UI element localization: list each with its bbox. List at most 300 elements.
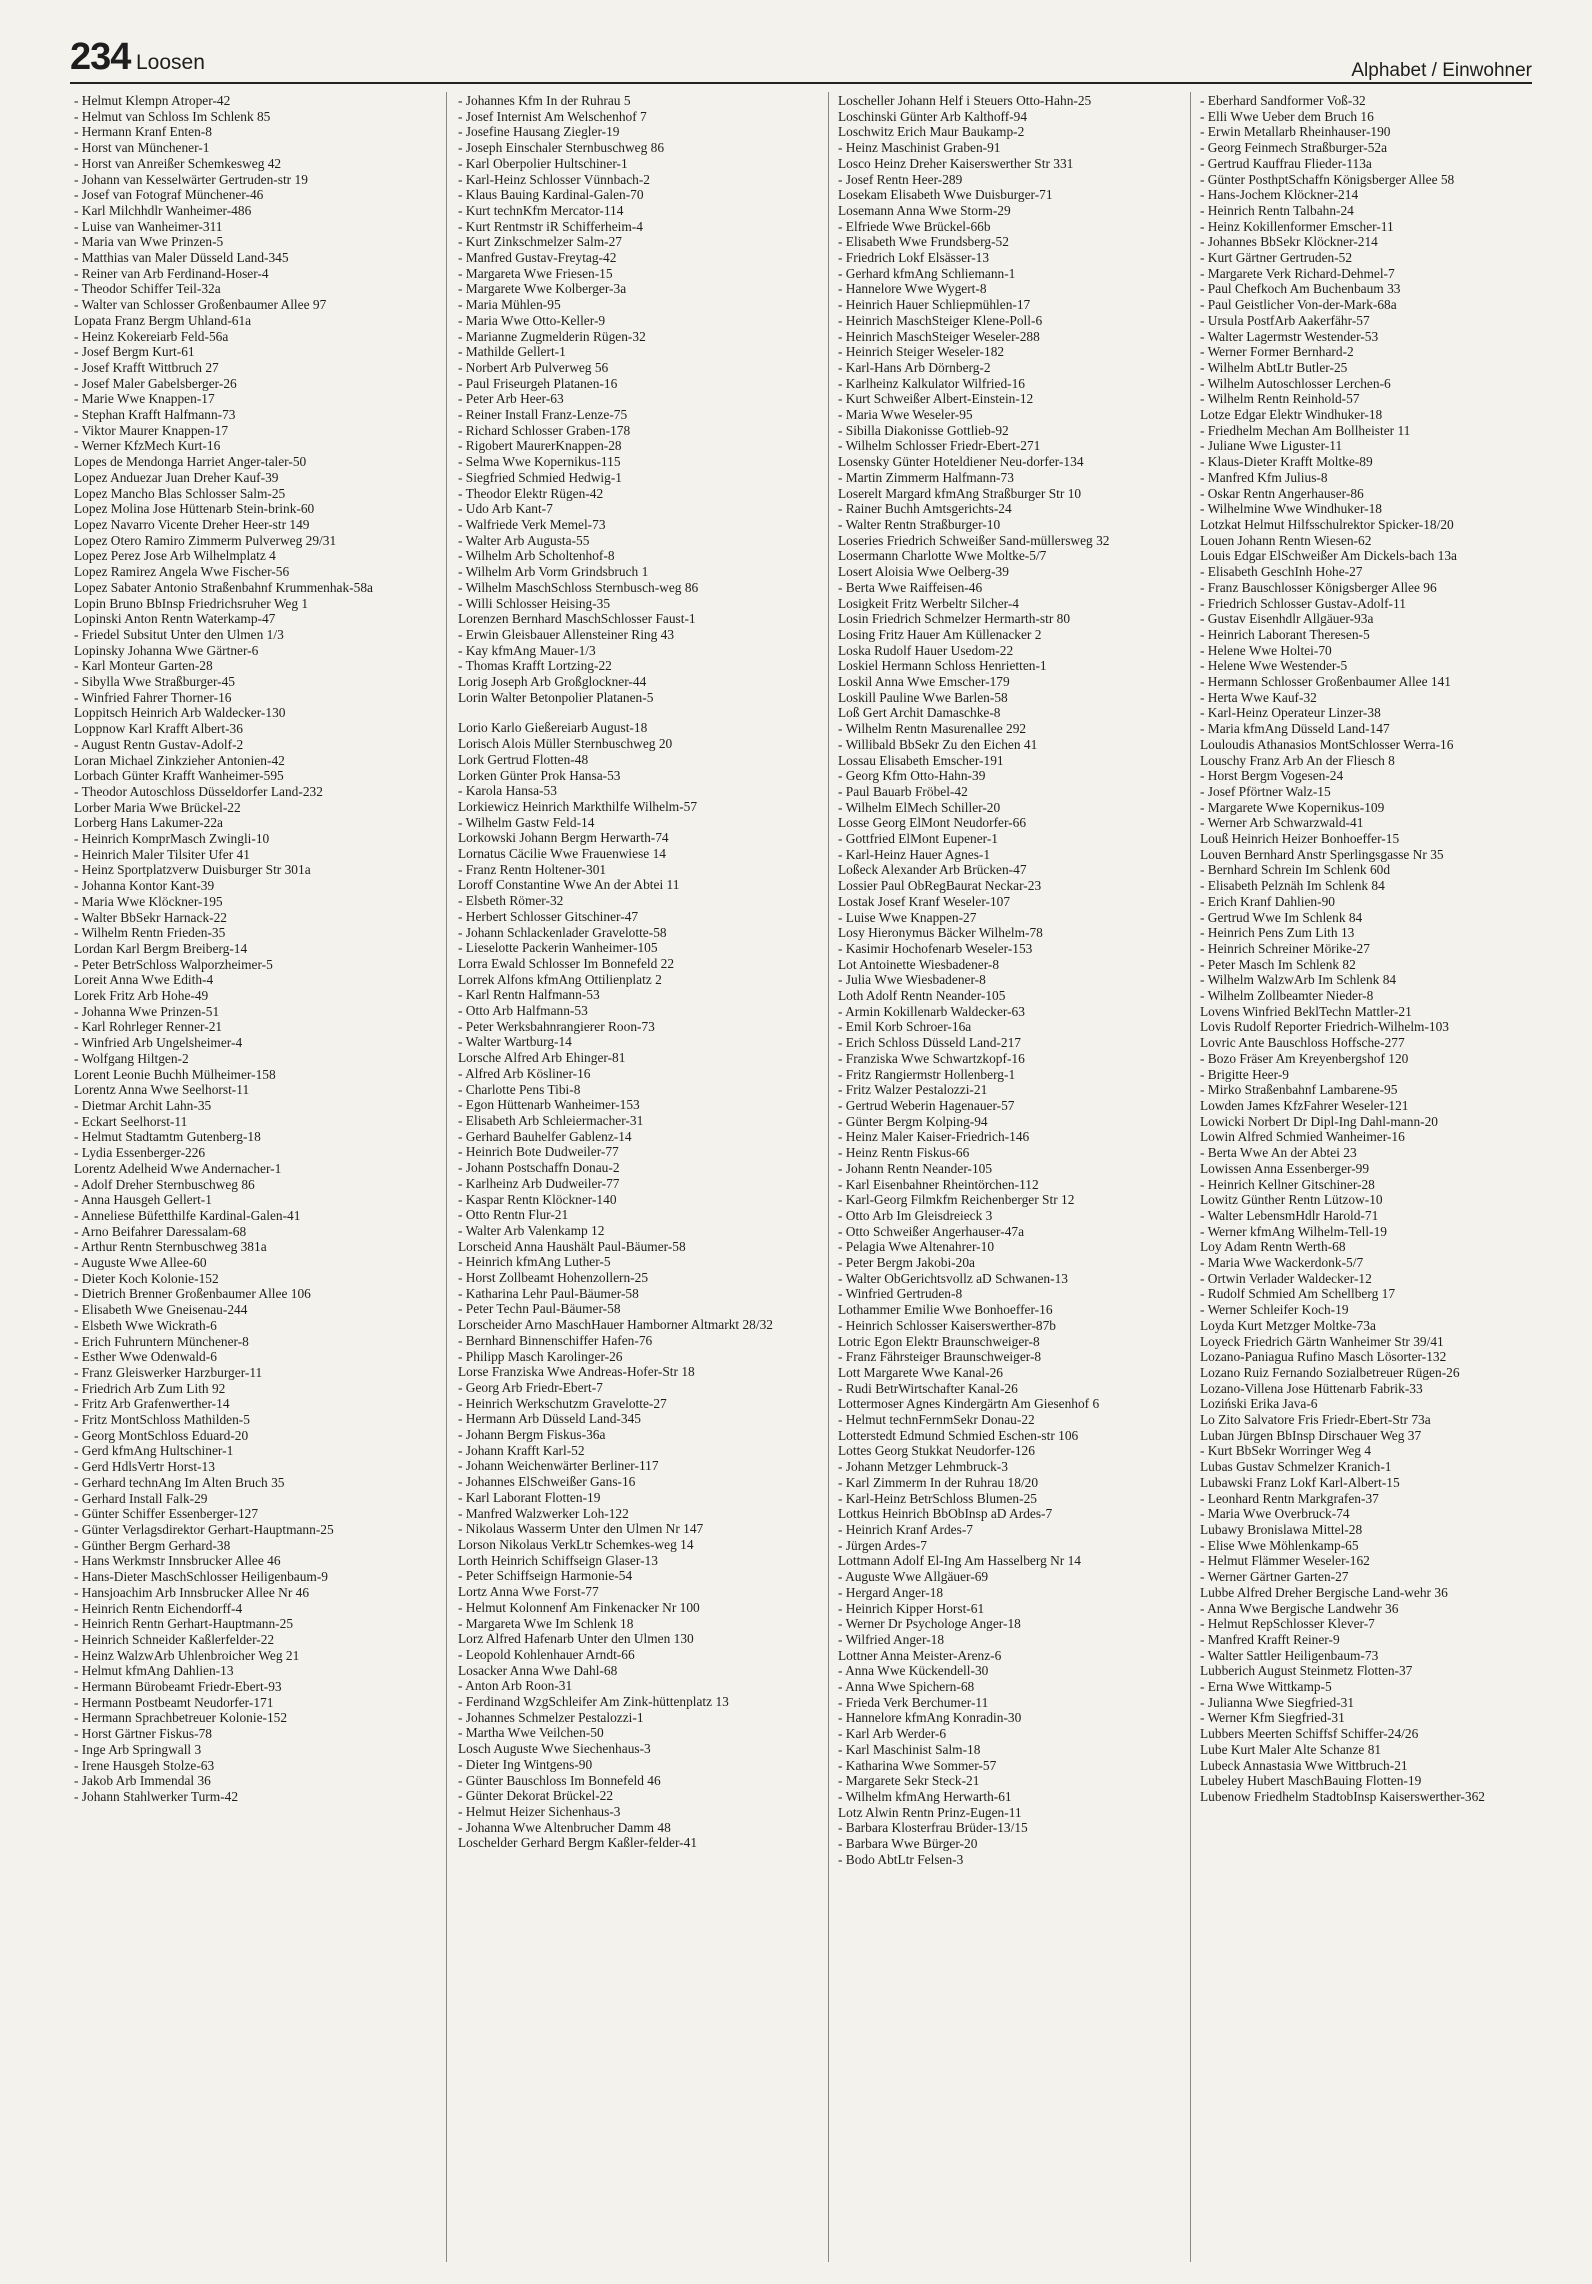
directory-entry: - Friedel Subsitut Unter den Ulmen 1/3: [74, 626, 284, 642]
directory-entry: Lorken Günter Prok Hansa-53: [458, 767, 621, 783]
directory-entry: - Erich Schloss Düsseld Land-217: [838, 1035, 1021, 1051]
directory-entry: - Marianne Zugmelderin Rügen-32: [458, 328, 646, 344]
directory-entry: Loskiel Hermann Schloss Henrietten-1: [838, 658, 1047, 674]
directory-entry: - Wilhelm Arb Vorm Grindsbruch 1: [458, 564, 649, 580]
directory-entry: - Arthur Rentn Sternbuschweg 381a: [74, 1239, 267, 1255]
directory-entry: - Karl Laborant Flotten-19: [458, 1489, 601, 1505]
directory-entry: - Maria Wwe Weseler-95: [838, 407, 973, 423]
directory-entry: Losing Fritz Hauer Am Küllenacker 2: [838, 626, 1042, 642]
directory-entry: - Peter BetrSchloss Walporzheimer-5: [74, 956, 273, 972]
directory-entry: - Gertrud Wwe Im Schlenk 84: [1200, 909, 1363, 925]
directory-entry: Loran Michael Zinkzieher Antonien-42: [74, 752, 285, 768]
directory-entry: - Theodor Elektr Rügen-42: [458, 485, 604, 501]
directory-entry: - Georg MontSchloss Eduard-20: [74, 1427, 249, 1443]
directory-entry: - Margareta Wwe Im Schlenk 18: [458, 1615, 634, 1631]
directory-entry: - Georg Kfm Otto-Hahn-39: [838, 768, 986, 784]
directory-entry: Lottner Anna Meister-Arenz-6: [838, 1647, 1002, 1663]
directory-entry: - Franziska Wwe Schwartzkopf-16: [838, 1050, 1025, 1066]
directory-entry: - Friedrich Lokf Elsässer-13: [838, 250, 990, 266]
directory-entry: - Hermann Kranf Enten-8: [74, 124, 212, 140]
directory-entry: - Marie Wwe Knappen-17: [74, 391, 215, 407]
directory-entry: Lorentz Adelheid Wwe Andernacher-1: [74, 1160, 282, 1176]
directory-entry: - Margarete Wwe Kolberger-3a: [458, 281, 627, 297]
directory-entry: Losensky Günter Hoteldiener Neu-dorfer-134: [838, 454, 1084, 470]
directory-entry: - Winfried Arb Ungelsheimer-4: [74, 1035, 243, 1051]
directory-entry: - Maria van Wwe Prinzen-5: [74, 234, 224, 250]
directory-entry: - Dieter Ing Wintgens-90: [458, 1756, 593, 1772]
directory-entry: - Dieter Koch Kolonie-152: [74, 1270, 219, 1286]
directory-entry: - Heinz WalzwArb Uhlenbroicher Weg 21: [74, 1647, 300, 1663]
directory-entry: - Lieselotte Packerin Wanheimer-105: [458, 940, 658, 956]
directory-entry: - Auguste Wwe Allgäuer-69: [838, 1569, 989, 1585]
directory-entry: Loschelder Gerhard Bergm Kaßler-felder-41: [458, 1835, 698, 1851]
directory-entry: - Wilhelm ElMech Schiller-20: [838, 799, 1001, 815]
page-number: 234: [70, 36, 131, 78]
directory-entry: - Hansjoachim Arb Innsbrucker Allee Nr 46: [74, 1584, 310, 1600]
directory-entry: Lubbe Alfred Dreher Bergische Land-wehr 36: [1200, 1584, 1448, 1600]
directory-entry: - Bernhard Schrein Im Schlenk 60d: [1200, 862, 1391, 878]
directory-entry: Lopinski Anton Rentn Waterkamp-47: [74, 611, 276, 627]
directory-entry: - Herta Wwe Kauf-32: [1200, 689, 1317, 705]
directory-entry: Lorkiewicz Heinrich Markthilfe Wilhelm-57: [458, 798, 698, 814]
directory-entry: - Erich Fuhruntern Münchener-8: [74, 1333, 249, 1349]
directory-entry: - Matthias van Maler Düsseld Land-345: [74, 250, 289, 266]
directory-entry: Lorig Joseph Arb Großglockner-44: [458, 674, 647, 690]
directory-entry: Losermann Charlotte Wwe Moltke-5/7: [838, 548, 1047, 564]
directory-entry: - Leonhard Rentn Markgrafen-37: [1200, 1490, 1379, 1506]
directory-entry: - Hermann Schlosser Großenbaumer Allee 141: [1200, 674, 1452, 690]
directory-entry: Losse Georg ElMont Neudorfer-66: [838, 815, 1027, 831]
directory-entry: Lorek Fritz Arb Hohe-49: [74, 988, 209, 1004]
directory-entry: - Maria kfmAng Düsseld Land-147: [1200, 721, 1390, 737]
directory-entry: - Fritz Arb Grafenwerther-14: [74, 1396, 230, 1412]
directory-entry: - Kurt Zinkschmelzer Salm-27: [458, 234, 622, 250]
directory-entry: - Johannes BbSekr Klöckner-214: [1200, 234, 1378, 250]
directory-entry: - Mirko Straßenbahnf Lambarene-95: [1200, 1082, 1398, 1098]
directory-entry: - Otto Rentn Flur-21: [458, 1207, 569, 1223]
directory-entry: - Karl-Heinz BetrSchloss Blumen-25: [838, 1490, 1037, 1506]
directory-entry: Louloudis Athanasios MontSchlosser Werra-16: [1200, 736, 1454, 752]
directory-entry: - Günter Bauschloss Im Bonnefeld 46: [458, 1772, 661, 1788]
directory-entry: - Manfred Gustav-Freytag-42: [458, 250, 617, 266]
directory-entry: - Manfred Kfm Julius-8: [1200, 469, 1328, 485]
directory-entry: - Anna Hausgeh Gellert-1: [74, 1192, 212, 1208]
directory-entry: Lottkus Heinrich BbObInsp aD Ardes-7: [838, 1506, 1053, 1522]
directory-entry: - Wilhelm Arb Scholtenhof-8: [458, 548, 615, 564]
directory-entry: - Heinrich Rentn Eichendorff-4: [74, 1600, 243, 1616]
directory-entry: Lorsche Alfred Arb Ehinger-81: [458, 1050, 626, 1066]
directory-entry: - Werner KfzMech Kurt-16: [74, 438, 221, 454]
page-header: [70, 34, 1532, 84]
directory-entry: Loroff Constantine Wwe An der Abtei 11: [458, 877, 680, 893]
directory-entry: - Josefine Hausang Ziegler-19: [458, 124, 620, 140]
directory-entry: Loschwitz Erich Maur Baukamp-2: [838, 124, 1025, 140]
directory-entry: Lovens Winfried BeklTechn Mattler-21: [1200, 1003, 1412, 1019]
directory-entry: Lubeley Hubert MaschBauing Flotten-19: [1200, 1773, 1422, 1789]
directory-entry: - Armin Kokillenarb Waldecker-63: [838, 1003, 1025, 1019]
directory-entry: - Herbert Schlosser Gitschiner-47: [458, 908, 639, 924]
directory-entry: - Hermann Bürobeamt Friedr-Ebert-93: [74, 1679, 282, 1695]
directory-entry: - Margarete Sekr Steck-21: [838, 1773, 980, 1789]
directory-entry: - Johannes Kfm In der Ruhrau 5: [458, 93, 631, 108]
directory-entry: - Heinz Sportplatzverw Duisburger Str 301a: [74, 862, 311, 878]
directory-entry: - Wilhelm kfmAng Herwarth-61: [838, 1788, 1012, 1804]
directory-entry: - Georg Arb Friedr-Ebert-7: [458, 1379, 603, 1395]
directory-entry: Lorse Franziska Wwe Andreas-Hofer-Str 18: [458, 1364, 695, 1380]
directory-entry: Lorra Ewald Schlosser Im Bonnefeld 22: [458, 955, 675, 971]
directory-entry: - Werner Kfm Siegfried-31: [1200, 1710, 1345, 1726]
directory-entry: - Kurt Rentmstr iR Schifferheim-4: [458, 218, 643, 234]
directory-entry: - Werner Schleifer Koch-19: [1200, 1302, 1349, 1318]
directory-entry: - Martha Wwe Veilchen-50: [458, 1725, 604, 1741]
directory-entry: - Kaspar Rentn Klöckner-140: [458, 1191, 617, 1207]
directory-entry: - Helmut RepSchlosser Klever-7: [1200, 1616, 1375, 1632]
directory-entry: - Heinrich Kellner Gitschiner-28: [1200, 1176, 1375, 1192]
directory-entry: - Helmut technFernmSekr Donau-22: [838, 1412, 1035, 1428]
directory-entry: - Barbara Klosterfrau Brüder-13/15: [838, 1820, 1028, 1836]
directory-entry: - Rainer Buchh Amtsgerichts-24: [838, 501, 1012, 517]
directory-entry: - Wilhelm Zollbeamter Nieder-8: [1200, 988, 1374, 1004]
directory-entry: Loseries Friedrich Schweißer Sand-müllersweg 32: [838, 532, 1110, 548]
directory-entry: - Karl Zimmerm In der Ruhrau 18/20: [838, 1474, 1039, 1490]
directory-entry: - Kurt Schweißer Albert-Einstein-12: [838, 391, 1034, 407]
directory-entry: Lube Kurt Maler Alte Schanze 81: [1200, 1741, 1382, 1757]
directory-entry: Lubawy Bronislawa Mittel-28: [1200, 1521, 1363, 1537]
directory-entry: Lorbach Günter Krafft Wanheimer-595: [74, 768, 284, 784]
directory-entry: Lordan Karl Bergm Breiberg-14: [74, 940, 248, 956]
directory-entry: Losin Friedrich Schmelzer Hermarth-str 80: [838, 611, 1071, 627]
directory-entry: - Sibylla Wwe Straßburger-45: [74, 674, 236, 690]
directory-entry: - Josef Internist Am Welschenhof 7: [458, 108, 647, 124]
directory-entry: - Erich Kranf Dahlien-90: [1200, 893, 1335, 909]
directory-entry: Loreit Anna Wwe Edith-4: [74, 972, 214, 988]
directory-entry: - Hannelore kfmAng Konradin-30: [838, 1710, 1022, 1726]
directory-entry: - Hermann Postbeamt Neudorfer-171: [74, 1694, 274, 1710]
directory-entry: - Theodor Autoschloss Düsseldorfer Land-232: [74, 783, 323, 799]
directory-entry: Lotze Edgar Elektr Windhuker-18: [1200, 407, 1383, 423]
directory-entry: - Elsbeth Römer-32: [458, 893, 564, 909]
directory-entry: - Paul Friseurgeh Platanen-16: [458, 375, 618, 391]
directory-entry: Lubawski Franz Lokf Karl-Albert-15: [1200, 1474, 1400, 1490]
directory-entry: - Karl-Heinz Schlosser Vünnbach-2: [458, 171, 650, 187]
directory-entry: Lostak Josef Kranf Weseler-107: [838, 893, 1011, 909]
directory-entry: - Leopold Kohlenhauer Arndt-66: [458, 1646, 635, 1662]
directory-entry: Lopes de Mendonga Harriet Anger-taler-50: [74, 454, 307, 470]
directory-entry: - Kay kfmAng Mauer-1/3: [458, 642, 596, 658]
directory-entry: - Josef Maler Gabelsberger-26: [74, 375, 237, 391]
directory-entry: Lozano-Villena Jose Hüttenarb Fabrik-33: [1200, 1380, 1423, 1396]
directory-entry: - Karl Maschinist Salm-18: [838, 1741, 981, 1757]
entry-gap: [458, 705, 820, 720]
directory-entry: - Heinrich MaschSteiger Klene-Poll-6: [838, 312, 1043, 328]
directory-entry: - Barbara Wwe Bürger-20: [838, 1836, 978, 1852]
directory-entry: Lovis Rudolf Reporter Friedrich-Wilhelm-103: [1200, 1019, 1449, 1035]
directory-entry: Lowicki Norbert Dr Dipl-Ing Dahl-mann-20: [1200, 1113, 1438, 1129]
directory-entry: - Johanna Wwe Altenbrucher Damm 48: [458, 1819, 671, 1835]
directory-entry: Lork Gertrud Flotten-48: [458, 751, 589, 767]
directory-entry: Losigkeit Fritz Werbeltr Silcher-4: [838, 595, 1019, 611]
directory-entry: - Auguste Wwe Allee-60: [74, 1255, 207, 1271]
directory-entry: - Joseph Einschaler Sternbuschweg 86: [458, 140, 665, 156]
directory-entry: Lovric Ante Bauschloss Hoffsche-277: [1200, 1035, 1405, 1051]
directory-entry: - Horst van Anreißer Schemkesweg 42: [74, 155, 282, 171]
directory-entry: - Karlheinz Kalkulator Wilfried-16: [838, 375, 1025, 391]
directory-entry: - Karl-Hans Arb Dörnberg-2: [838, 359, 991, 375]
directory-entry: - Walter Wartburg-14: [458, 1034, 572, 1050]
directory-entry: - Emil Korb Schroer-16a: [838, 1019, 972, 1035]
directory-entry: - Oskar Rentn Angerhauser-86: [1200, 485, 1364, 501]
directory-entry: - Walter LebensmHdlr Harold-71: [1200, 1207, 1379, 1223]
directory-entry: - Johann Bergm Fiskus-36a: [458, 1427, 606, 1443]
directory-entry: Lottes Georg Stukkat Neudorfer-126: [838, 1443, 1035, 1459]
directory-entry: - Willibald BbSekr Zu den Eichen 41: [838, 736, 1038, 752]
directory-entry: - Helmut Kolonnenf Am Finkenacker Nr 100: [458, 1599, 700, 1615]
directory-entry: - Helene Wwe Holtei-70: [1200, 642, 1332, 658]
directory-entry: - Viktor Maurer Knappen-17: [74, 422, 229, 438]
directory-entry: - Heinrich Kipper Horst-61: [838, 1600, 985, 1616]
directory-entry: - Winfried Gertruden-8: [838, 1286, 963, 1302]
directory-entry: - Gertrud Kauffrau Flieder-113a: [1200, 155, 1372, 171]
directory-entry: - Heinrich MaschSteiger Weseler-288: [838, 328, 1040, 344]
directory-entry: - Heinrich kfmAng Luther-5: [458, 1254, 611, 1270]
directory-entry: - Ferdinand WzgSchleifer Am Zink-hüttenplatz 13: [458, 1694, 729, 1710]
directory-entry: - Wilhelm AbtLtr Butler-25: [1200, 359, 1348, 375]
directory-entry: - Franz Bauschlosser Königsberger Allee 96: [1200, 579, 1437, 595]
directory-entry: - Katharina Lehr Paul-Bäumer-58: [458, 1285, 639, 1301]
directory-entry: - Johannes Schmelzer Pestalozzi-1: [458, 1709, 644, 1725]
directory-entry: Lubenow Friedhelm StadtobInsp Kaiserswerther-362: [1200, 1788, 1485, 1804]
directory-entry: - Fritz MontSchloss Mathilden-5: [74, 1412, 250, 1428]
directory-entry: Lopez Navarro Vicente Dreher Heer-str 149: [74, 516, 310, 532]
directory-entry: - Günther Bergm Gerhard-38: [74, 1537, 231, 1553]
directory-entry: - Fritz Walzer Pestalozzi-21: [838, 1082, 988, 1098]
directory-entry: - Anna Wwe Bergische Landwehr 36: [1200, 1600, 1399, 1616]
directory-entry: - Jakob Arb Immendal 36: [74, 1773, 211, 1789]
directory-entry: - Bozo Fräser Am Kreyenbergshof 120: [1200, 1050, 1409, 1066]
directory-entry: Lorin Walter Betonpolier Platanen-5: [458, 689, 654, 705]
directory-entry: - Berta Wwe Raiffeisen-46: [838, 579, 983, 595]
directory-entry: Loziński Erika Java-6: [1200, 1396, 1318, 1412]
directory-entry: Lopez Perez Jose Arb Wilhelmplatz 4: [74, 548, 276, 564]
directory-entry: - Johannes ElSchweißer Gans-16: [458, 1474, 636, 1490]
directory-entry: - Johann van Kesselwärter Gertruden-str 19: [74, 171, 308, 187]
directory-entry: - Helmut Flämmer Weseler-162: [1200, 1553, 1370, 1569]
directory-entry: - Karl Milchhdlr Wanheimer-486: [74, 202, 252, 218]
directory-entry: Loserelt Margard kfmAng Straßburger Str 10: [838, 485, 1082, 501]
directory-entry: - Elisabeth Wwe Frundsberg-52: [838, 234, 1009, 250]
directory-entry: Louen Johann Rentn Wiesen-62: [1200, 532, 1372, 548]
directory-entry: - Walter van Schlosser Großenbaumer Allee 97: [74, 297, 327, 313]
directory-entry: - Friedhelm Mechan Am Bollheister 11: [1200, 422, 1411, 438]
directory-entry: - Werner Dr Psychologe Anger-18: [838, 1616, 1021, 1632]
directory-entry: - Selma Wwe Kopernikus-115: [458, 454, 621, 470]
directory-entry: - Wilhelm Schlosser Friedr-Ebert-271: [838, 438, 1041, 454]
directory-entry: - Adolf Dreher Sternbuschweg 86: [74, 1176, 255, 1192]
directory-entry: Lorscheid Anna Haushält Paul-Bäumer-58: [458, 1238, 686, 1254]
directory-entry: - Josef Bergm Kurt-61: [74, 344, 195, 360]
directory-entry: - Johann Postschaffn Donau-2: [458, 1160, 620, 1176]
directory-entry: - Walter Rentn Straßburger-10: [838, 516, 1001, 532]
directory-entry: - Wilhelm WalzwArb Im Schlenk 84: [1200, 972, 1397, 988]
directory-entry: - Gerhard kfmAng Schliemann-1: [838, 265, 1016, 281]
directory-entry: Lorkowski Johann Bergm Herwarth-74: [458, 830, 669, 846]
directory-entry: - Heinrich Werkschutzm Gravelotte-27: [458, 1395, 667, 1411]
directory-entry: Lornatus Cäcilie Wwe Frauenwiese 14: [458, 846, 666, 862]
directory-entry: - Kasimir Hochofenarb Weseler-153: [838, 940, 1033, 956]
directory-entry: - Werner Arb Schwarzwald-41: [1200, 815, 1364, 831]
directory-entry: Lotric Egon Elektr Braunschweiger-8: [838, 1333, 1040, 1349]
directory-entry: - Johann Stahlwerker Turm-42: [74, 1788, 239, 1804]
directory-entry: Loßeck Alexander Arb Brücken-47: [838, 862, 1027, 878]
column-divider: [446, 92, 447, 2262]
directory-entry: - Theodor Schiffer Teil-32a: [74, 281, 221, 297]
directory-entry: - Brigitte Heer-9: [1200, 1066, 1289, 1082]
directory-entry: - Karl-Heinz Hauer Agnes-1: [838, 846, 991, 862]
directory-entry: Lopinsky Johanna Wwe Gärtner-6: [74, 642, 259, 658]
directory-entry: Lorisch Alois Müller Sternbuschweg 20: [458, 736, 673, 752]
directory-entry: - Karl-Georg Filmkfm Reichenberger Str 12: [838, 1192, 1075, 1208]
directory-entry: - Heinz Kokereiarb Feld-56a: [74, 328, 229, 344]
directory-entry: Lopin Bruno BbInsp Friedrichsruher Weg 1: [74, 595, 309, 611]
directory-entry: - Franz Gleiswerker Harzburger-11: [74, 1364, 263, 1380]
directory-entry: Loppitsch Heinrich Arb Waldecker-130: [74, 705, 286, 721]
directory-entry: - Wilhelm Rentn Masurenallee 292: [838, 721, 1027, 737]
directory-entry: Lubbers Meerten Schiffsf Schiffer-24/26: [1200, 1726, 1419, 1742]
directory-entry: - Fritz Rangiermstr Hollenberg-1: [838, 1066, 1016, 1082]
directory-entry: Lorson Nikolaus VerkLtr Schemkes-weg 14: [458, 1536, 694, 1552]
directory-entry: - Günter Bergm Kolping-94: [838, 1113, 988, 1129]
directory-entry: Lothammer Emilie Wwe Bonhoeffer-16: [838, 1302, 1053, 1318]
directory-entry: Lopez Otero Ramiro Zimmerm Pulverweg 29/31: [74, 532, 337, 548]
directory-entry: - Günter Schiffer Essenberger-127: [74, 1506, 259, 1522]
directory-entry: Lorio Karlo Gießereiarb August-18: [458, 720, 648, 736]
directory-entry: - Maria Wwe Overbruck-74: [1200, 1506, 1350, 1522]
directory-entry: - Philipp Masch Karolinger-26: [458, 1348, 623, 1364]
directory-entry: - Maria Wwe Otto-Keller-9: [458, 312, 606, 328]
directory-entry: Losco Heinz Dreher Kaiserswerther Str 331: [838, 155, 1074, 171]
directory-entry: - Otto Arb Halfmann-53: [458, 1003, 588, 1019]
directory-entry: Lorber Maria Wwe Brückel-22: [74, 799, 241, 815]
directory-entry: - Josef Krafft Wittbruch 27: [74, 359, 219, 375]
directory-entry: Lopez Ramirez Angela Wwe Fischer-56: [74, 564, 290, 580]
directory-entry: - Luise Wwe Knappen-27: [838, 909, 977, 925]
directory-column-2: [458, 93, 820, 2263]
directory-entry: - Franz Rentn Holtener-301: [458, 861, 607, 877]
directory-entry: - Klaus Bauing Kardinal-Galen-70: [458, 187, 644, 203]
directory-entry: - Paul Chefkoch Am Buchenbaum 33: [1200, 281, 1401, 297]
directory-entry: - Hergard Anger-18: [838, 1584, 944, 1600]
directory-entry: - Heinz Rentn Fiskus-66: [838, 1145, 970, 1161]
directory-entry: Loyeck Friedrich Gärtn Wanheimer Str 39/41: [1200, 1333, 1444, 1349]
directory-entry: - Gerd kfmAng Hultschiner-1: [74, 1443, 234, 1459]
directory-entry: Lozano Ruiz Fernando Sozialbetreuer Rügen-26: [1200, 1364, 1460, 1380]
directory-entry: - Anneliese Büfetthilfe Kardinal-Galen-41: [74, 1207, 301, 1223]
directory-entry: - Jürgen Ardes-7: [838, 1537, 928, 1553]
directory-entry: - Wolfgang Hiltgen-2: [74, 1050, 189, 1066]
directory-entry: - Egon Hüttenarb Wanheimer-153: [458, 1097, 640, 1113]
directory-entry: - Otto Arb Im Gleisdreieck 3: [838, 1207, 993, 1223]
directory-entry: - Gerhard technAng Im Alten Bruch 35: [74, 1474, 285, 1490]
directory-entry: - Johann Schlackenlader Gravelotte-58: [458, 924, 667, 940]
directory-column-3: [838, 93, 1200, 2263]
directory-entry: - Erwin Metallarb Rheinhauser-190: [1200, 124, 1391, 140]
directory-entry: - Heinrich Steiger Weseler-182: [838, 344, 1005, 360]
directory-entry: - Günter PosthptSchaffn Königsberger Allee 58: [1200, 171, 1455, 187]
directory-entry: - Friedrich Arb Zum Lith 92: [74, 1380, 226, 1396]
directory-entry: Lubeck Annastasia Wwe Wittbruch-21: [1200, 1757, 1408, 1773]
directory-entry: Lowissen Anna Essenberger-99: [1200, 1160, 1370, 1176]
directory-entry: - Heinrich Bote Dudweiler-77: [458, 1144, 619, 1160]
directory-entry: - Wilhelm Autoschlosser Lerchen-6: [1200, 375, 1391, 391]
directory-entry: Louß Heinrich Heizer Bonhoeffer-15: [1200, 831, 1400, 847]
directory-entry: - Josef Rentn Heer-289: [838, 171, 963, 187]
directory-entry: - Peter Schiffseign Harmonie-54: [458, 1568, 633, 1584]
directory-entry: - Walter ObGerichtsvollz aD Schwanen-13: [838, 1270, 1068, 1286]
directory-entry: - Lydia Essenberger-226: [74, 1145, 206, 1161]
directory-entry: - Juliane Wwe Liguster-11: [1200, 438, 1343, 454]
directory-entry: - Ursula PostfArb Aakerfähr-57: [1200, 312, 1370, 328]
directory-entry: Lorberg Hans Lakumer-22a: [74, 815, 223, 831]
directory-entry: - Margarete Verk Richard-Dehmel-7: [1200, 265, 1395, 281]
directory-entry: - Willi Schlosser Heising-35: [458, 595, 611, 611]
directory-entry: - Erna Wwe Wittkamp-5: [1200, 1679, 1332, 1695]
directory-entry: Lot Antoinette Wiesbadener-8: [838, 956, 1000, 972]
directory-entry: - Horst Zollbeamt Hohenzollern-25: [458, 1270, 649, 1286]
directory-entry: - Paul Geistlicher Von-der-Mark-68a: [1200, 297, 1397, 313]
directory-entry: - Heinrich Rentn Talbahn-24: [1200, 202, 1354, 218]
directory-entry: - Wilhelm MaschSchloss Sternbusch-weg 86: [458, 579, 699, 595]
directory-entry: - Manfred Walzwerker Loh-122: [458, 1505, 629, 1521]
directory-entry: - Gustav Eisenhdlr Allgäuer-93a: [1200, 611, 1374, 627]
directory-entry: - Klaus-Dieter Krafft Moltke-89: [1200, 454, 1373, 470]
directory-entry: - Horst van Münchener-1: [74, 140, 210, 156]
directory-entry: - Walter Lagermstr Westender-53: [1200, 328, 1379, 344]
directory-entry: - Martin Zimmerm Halfmann-73: [838, 469, 1014, 485]
directory-entry: Losert Aloisia Wwe Oelberg-39: [838, 564, 1009, 580]
directory-entry: - Siegfried Schmied Hedwig-1: [458, 469, 622, 485]
directory-entry: - Ortwin Verlader Waldecker-12: [1200, 1270, 1372, 1286]
directory-entry: - Hans-Jochem Klöckner-214: [1200, 187, 1359, 203]
directory-entry: Lorentz Anna Wwe Seelhorst-11: [74, 1082, 250, 1098]
directory-entry: Loskill Pauline Wwe Barlen-58: [838, 689, 1008, 705]
directory-entry: Loß Gert Archit Damaschke-8: [838, 705, 1001, 721]
directory-entry: - Walter Sattler Heiligenbaum-73: [1200, 1647, 1379, 1663]
directory-entry: Lorth Heinrich Schiffseign Glaser-13: [458, 1552, 658, 1568]
directory-entry: Loth Adolf Rentn Neander-105: [838, 988, 1006, 1004]
directory-entry: - Horst Bergm Vogesen-24: [1200, 768, 1344, 784]
directory-entry: - Kurt Gärtner Gertruden-52: [1200, 250, 1353, 266]
directory-entry: - Berta Wwe An der Abtei 23: [1200, 1145, 1357, 1161]
directory-column-4: [1200, 93, 1552, 2263]
directory-entry: - Friedrich Schlosser Gustav-Adolf-11: [1200, 595, 1406, 611]
directory-entry: - Heinrich Maler Tilsiter Ufer 41: [74, 846, 250, 862]
directory-entry: Lottmann Adolf El-Ing Am Hasselberg Nr 14: [838, 1553, 1081, 1569]
directory-entry: - Karl Rohrleger Renner-21: [74, 1019, 223, 1035]
directory-entry: - Mathilde Gellert-1: [458, 344, 566, 360]
directory-entry: - Hermann Arb Düsseld Land-345: [458, 1411, 641, 1427]
directory-entry: - Walfriede Verk Memel-73: [458, 516, 606, 532]
directory-entry: Loppnow Karl Krafft Albert-36: [74, 721, 243, 737]
directory-entry: - Irene Hausgeh Stolze-63: [74, 1757, 215, 1773]
section-title: Alphabet / Einwohner: [1351, 60, 1532, 81]
directory-entry: Lossau Elisabeth Emscher-191: [838, 752, 1004, 768]
directory-entry: - Karlheinz Arb Dudweiler-77: [458, 1175, 620, 1191]
directory-entry: Lotzkat Helmut Hilfsschulrektor Spicker-18/20: [1200, 516, 1454, 532]
directory-entry: - Bodo AbtLtr Felsen-3: [838, 1851, 964, 1867]
directory-entry: - Elisabeth Pelznäh Im Schlenk 84: [1200, 878, 1385, 894]
directory-entry: - Hans Werkmstr Innsbrucker Allee 46: [74, 1553, 281, 1569]
directory-entry: - Werner Former Bernhard-2: [1200, 344, 1354, 360]
